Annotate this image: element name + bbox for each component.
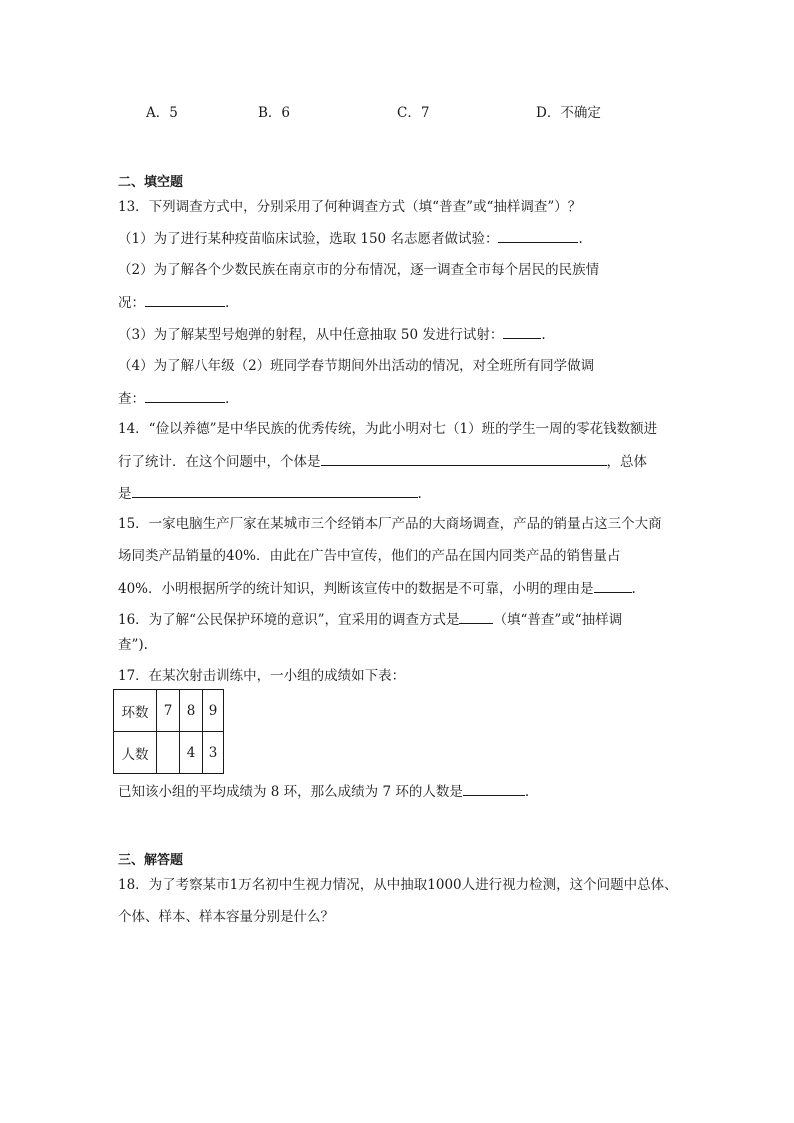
question-14-line2: [118, 452, 647, 471]
question-18-line2: 个体、样本、样本容量分别是什么？: [118, 909, 334, 925]
period: .: [417, 486, 422, 502]
table-cell: [157, 732, 180, 774]
answer-blank-individual: [321, 452, 607, 466]
table-cell: 4: [180, 732, 203, 774]
question-13-part-2-line2: [118, 293, 229, 312]
option-c: C．7: [397, 105, 430, 121]
question-18-line1: 18．为了考察某市1万名初中生视力情况，从中抽取1000人进行视力检测，这个问题中总体、: [118, 877, 678, 893]
period: .: [541, 327, 546, 343]
question-14-line1: 14．“俭以养德”是中华民族的优秀传统，为此小明对七（1）班的学生一周的零花钱数额进: [118, 421, 658, 437]
section-heading-fill-in: 二、填空题: [118, 175, 184, 190]
question-16-text-b: （填“普查”或“抽样调: [493, 612, 623, 628]
question-15-line2: 场同类产品销量的40%．由此在广告中宣传，他们的产品在国内同类产品的销售量占: [118, 548, 621, 564]
table-cell: 7: [157, 690, 180, 732]
table-cell: 9: [203, 690, 224, 732]
question-13-part-4-line2: [118, 389, 229, 408]
question-14-line3: [118, 484, 422, 503]
answer-blank: [498, 229, 578, 243]
question-13-part-4-line1: （4）为了解八年级（2）班同学春节期间外出活动的情况，对全班所有同学做调: [118, 358, 595, 374]
table-cell: 人数: [114, 732, 157, 774]
question-13-part-1: [118, 229, 583, 248]
question-13-part-2-line1: （2）为了解各个少数民族在南京市的分布情况，逐一调查全市每个居民的民族情: [118, 262, 600, 278]
question-15-line1: 15．一家电脑生产厂家在某城市三个经销本厂产品的大商场调查，产品的销量占这三个大商: [118, 516, 662, 532]
table-cell: 8: [180, 690, 203, 732]
table-cell: 3: [203, 732, 224, 774]
question-16-text-a: 16．为了解“公民保护环境的意识”，宜采用的调查方式是: [118, 612, 460, 628]
answer-blank: [463, 782, 525, 796]
question-14-text-c: 是: [118, 486, 132, 502]
answer-blank: [503, 325, 541, 339]
question-14-text-b: ，总体: [606, 454, 647, 470]
question-13-stem: 13．下列调查方式中，分别采用了何种调查方式（填“普查”或“抽样调查”）？: [118, 199, 582, 215]
answer-blank: [145, 389, 225, 403]
period: .: [578, 231, 583, 247]
period: .: [524, 784, 530, 800]
question-17-text: 已知该小组的平均成绩为 8 环，那么成绩为 7 环的人数是: [118, 784, 463, 800]
option-d: D．不确定: [536, 105, 601, 121]
question-13-part-4-text: 查：: [118, 391, 145, 407]
period: .: [225, 295, 230, 311]
table-cell: 环数: [114, 690, 157, 732]
section-heading-solutions: 三、解答题: [118, 853, 184, 868]
table-row: [114, 732, 224, 774]
period: .: [631, 581, 636, 597]
answer-blank: [145, 293, 225, 307]
score-table: [113, 689, 224, 774]
question-13-part-1-text: （1）为了进行某种疫苗临床试验，选取 150 名志愿者做试验：: [118, 231, 499, 247]
period: .: [225, 391, 230, 407]
question-15-text: 40%．小明根据所学的统计知识，判断该宣传中的数据是不可靠，小明的理由是: [118, 581, 594, 597]
option-a: A．5: [146, 105, 178, 121]
option-b: B．6: [258, 105, 291, 121]
question-15-line3: [118, 579, 636, 598]
question-13-part-3: [118, 325, 546, 344]
answer-blank: [459, 610, 493, 624]
question-13-part-3-text: （3）为了解某型号炮弹的射程，从中任意抽取 50 发进行试射：: [118, 327, 504, 343]
question-16-line2: 查”).: [118, 637, 148, 653]
question-17-follow-up: [118, 782, 529, 801]
answer-blank-population: [132, 484, 418, 498]
question-17-stem: 17．在某次射击训练中，一小组的成绩如下表：: [118, 668, 406, 684]
question-13-part-2-text: 况：: [118, 295, 145, 311]
question-16-line1: [118, 610, 622, 629]
question-14-text-a: 行了统计．在这个问题中，个体是: [118, 454, 321, 470]
answer-blank: [594, 579, 632, 593]
table-row: [114, 690, 224, 732]
